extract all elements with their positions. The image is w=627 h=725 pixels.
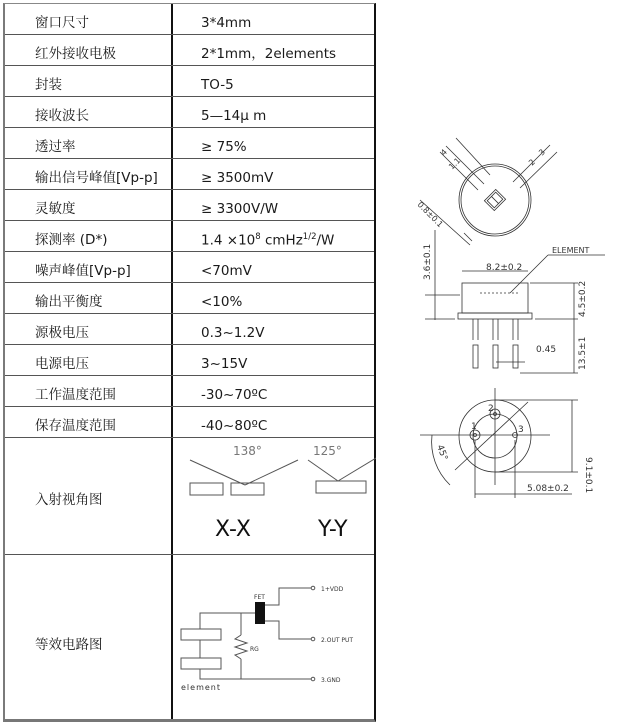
spec-value: 0.3~1.2V: [201, 325, 265, 341]
spec-row: [5, 35, 374, 66]
svg-text:4: 4: [439, 147, 450, 158]
svg-text:5.08±0.2: 5.08±0.2: [527, 484, 569, 494]
spec-value: 2*1mm，2elements: [201, 46, 337, 62]
spec-label: 接收波长: [35, 108, 89, 124]
spec-value-part: cmHz: [260, 232, 303, 248]
spec-row: [5, 190, 374, 221]
spec-value: 3~15V: [201, 356, 248, 372]
spec-value: <10%: [201, 294, 243, 310]
spec-value: <70mV: [201, 263, 252, 279]
spec-label: 源极电压: [35, 325, 89, 341]
spec-value: ≥ 3500mV: [201, 170, 274, 186]
spec-value: 5—14μ m: [201, 108, 267, 124]
spec-value: 3*4mm: [201, 15, 252, 31]
spec-label: 透过率: [35, 139, 76, 155]
view-angle-label: 入射视角图: [35, 492, 103, 508]
svg-text:1.1: 1.1: [447, 156, 463, 172]
equivalent-circuit-diagram: [173, 555, 376, 723]
svg-text:0.8±0.1: 0.8±0.1: [415, 200, 445, 230]
spec-row: [5, 345, 374, 376]
spec-row: [5, 252, 374, 283]
svg-text:3: 3: [518, 425, 524, 435]
svg-text:FET: FET: [254, 594, 265, 601]
svg-text:element: element: [181, 683, 221, 692]
spec-row: [5, 66, 374, 97]
spec-label: 电源电压: [35, 356, 89, 372]
svg-text:2: 2: [527, 157, 538, 168]
spec-row: [5, 4, 374, 35]
spec-value-part: /W: [316, 232, 335, 248]
spec-value: [201, 232, 334, 249]
svg-text:X-X: X-X: [215, 517, 251, 542]
spec-label: 红外接收电极: [35, 46, 116, 62]
spec-value: ≥ 75%: [201, 139, 247, 155]
view-angle-diagram: [173, 438, 376, 554]
circuit-row: [5, 555, 374, 723]
spec-label: 封装: [35, 77, 62, 93]
spec-label: 输出平衡度: [35, 294, 103, 310]
spec-row: [5, 159, 374, 190]
svg-text:45°: 45°: [434, 443, 450, 463]
spec-row: [5, 407, 374, 438]
spec-value: -40~80ºC: [201, 418, 268, 434]
spec-value: TO-5: [201, 77, 234, 93]
svg-text:1+VDD: 1+VDD: [321, 586, 344, 593]
svg-text:13.5±1: 13.5±1: [578, 336, 588, 370]
svg-text:138°: 138°: [233, 444, 262, 458]
spec-label: 灵敏度: [35, 201, 76, 217]
spec-row: [5, 376, 374, 407]
spec-label: 保存温度范围: [35, 418, 116, 434]
svg-text:1: 1: [471, 422, 477, 432]
spec-row: [5, 221, 374, 252]
svg-text:2.OUT PUT: 2.OUT PUT: [321, 637, 354, 644]
spec-value-part: 1/2: [302, 231, 317, 242]
spec-label: 窗口尺寸: [35, 15, 89, 31]
svg-text:3.GND: 3.GND: [321, 677, 341, 684]
spec-row: [5, 97, 374, 128]
svg-text:3: 3: [537, 147, 548, 158]
svg-text:125°: 125°: [313, 444, 342, 458]
spec-label: 工作温度范围: [35, 387, 116, 403]
spec-value: -30~70ºC: [201, 387, 268, 403]
spec-table: [3, 3, 376, 722]
spec-value-part: 1.4 ×10: [201, 232, 256, 248]
spec-value: ≥ 3300V/W: [201, 201, 279, 217]
spec-row: [5, 283, 374, 314]
spec-row: [5, 128, 374, 159]
svg-text:Y-Y: Y-Y: [318, 517, 348, 542]
svg-text:4.5±0.2: 4.5±0.2: [578, 280, 588, 317]
svg-text:2: 2: [488, 404, 494, 414]
view-angle-row: [5, 438, 374, 555]
spec-label: 输出信号峰值[Vp-p]: [35, 170, 158, 186]
svg-text:ELEMENT: ELEMENT: [552, 246, 590, 255]
svg-text:RG: RG: [250, 646, 259, 653]
spec-value-part: 8: [255, 231, 261, 242]
svg-text:3.6±0.1: 3.6±0.1: [423, 243, 433, 280]
spec-label: 探测率 (D*): [35, 232, 108, 248]
circuit-label: 等效电路图: [35, 637, 103, 653]
package-dimension-drawing: [400, 130, 620, 510]
spec-row: [5, 314, 374, 345]
spec-label: 噪声峰值[Vp-p]: [35, 263, 131, 279]
svg-text:0.45: 0.45: [536, 345, 557, 355]
svg-text:9.1±0.1: 9.1±0.1: [583, 457, 593, 494]
svg-text:8.2±0.2: 8.2±0.2: [486, 263, 523, 273]
